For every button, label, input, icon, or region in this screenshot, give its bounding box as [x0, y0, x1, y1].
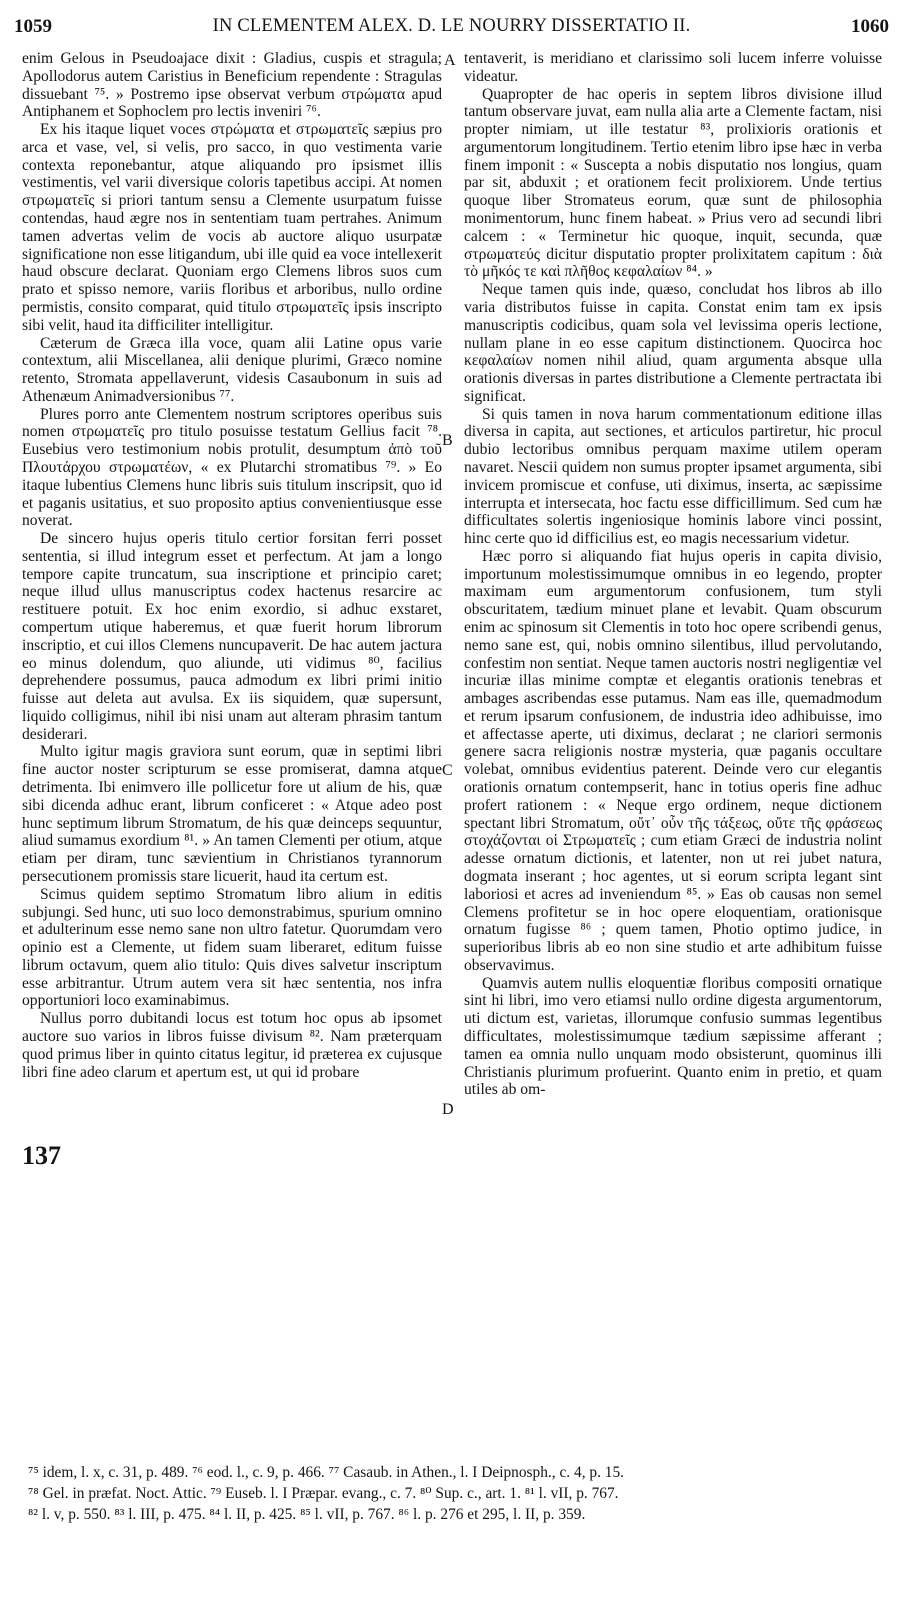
- paragraph: Hæc porro si aliquando fiat hujus operis in capita divisio, importunum molestissimumque omnibus in eo legendo, propter maximam eum argumentorum confusionem, tum styli obscuritatem, tædium minuet plane et levabit. Quam obscurum enim ac spinosum sit Clementis in toto hoc opere scribendi genus, nemo sane est, qui, nobis omnino silentibus, illud pervolutando, confestim non sentiat. Neque tamen auctoris nostri negligentiæ vel incuriæ illas minime comptæ et elegantis orationis tenebras et ambages ascribendas esse putamus. Nam eas ille, quemadmodum et rerum ipsarum confusionem, de industria ideo adhibuisse, imo et affectasse aperte, uti diximus, declarat ; ne clariori sermonis genere sacra religionis nostræ mysteria, quæ paganis occultare volebat, omnibus evidentius paterent. Deinde vero cur elegantis orationis ornatum contempserit, hanc in totius operis fine adhuc profert rationem : « Neque ergo ordinem, neque dictionem spectant libri Stromatum, οὔτ᾽ οὖν τῆς τάξεως, οὔτε τῆς φράσεως στοχάζονται οἱ Στρωματεῖς ; cum etiam Græci de industria nolint adesse ornatum dictionis, et latenter, non ut rei jubet natura, dogmata inserant ; hoc agentes, ut si eorum scripta legant sint laboriosi et acres ad inveniendum ⁸⁵. » Eas ob causas non semel Clemens profitetur se in hoc opere eloquentiam, orationisque ornatum fugisse ⁸⁶ ; quem tamen, Photio optimo judice, in superioribus libris ab eo non sine studio et arte adhibitum fuisse observavimus.: [464, 547, 882, 974]
- footnote-line: ⁸² l. v, p. 550. ⁸³ l. III, p. 475. ⁸⁴ l. II, p. 425. ⁸⁵ l. vII, p. 767. ⁸⁶ l. p. 276 et 295, l. II, p. 359.: [28, 1506, 586, 1523]
- footnote-line: ⁷⁸ Gel. in præfat. Noct. Attic. ⁷⁹ Euseb. l. I Præpar. evang., c. 7. ⁸⁰ Sup. c., art. 1. ⁸¹ l. vII, p. 767.: [28, 1485, 619, 1502]
- page-number-left: 1059: [14, 16, 52, 37]
- paragraph: enim Gelous in Pseudoajace dixit : Gladius, cuspis et stragula; Apollodorus autem Caristius in Beneficium rependente : Stragulas dissuebant ⁷⁵. » Postremo ipse observat verbum στρώματα apud Antiphanem et Sophoclem pro lectis inveniri ⁷⁶.: [22, 50, 442, 121]
- left-column: [22, 50, 442, 1081]
- footnote-line: ⁷⁵ idem, l. x, c. 31, p. 489. ⁷⁶ eod. l., c. 9, p. 466. ⁷⁷ Casaub. in Athen., l. I Deipnosph., c. 4, p. 15.: [28, 1464, 625, 1481]
- paragraph: tentaverit, is meridiano et clarissimo soli lucem inferre voluisse videatur.: [464, 50, 882, 85]
- margin-letter-b: B: [442, 432, 453, 449]
- page-header: [14, 16, 889, 50]
- paragraph: Cæterum de Græca illa voce, quam alii Latine opus varie contextum, alii Miscellanea, alii denique plurimi, Græco nomine retento, Stromata appellaverunt, videsis Casaubonum in suis ad Athenæum Animadversionibus ⁷⁷.: [22, 334, 442, 405]
- margin-letter-a: A: [444, 52, 456, 69]
- margin-letter-c: C: [442, 762, 453, 779]
- side-number: 137: [22, 1141, 61, 1170]
- paragraph: Quapropter de hac operis in septem libros divisione illud tantum observare juvat, eam nulla alia arte a Clemente factam, nisi propter nimiam, ut ille testatur ⁸³, prolixioris orationis et argumentorum longitudinem. Tertio etenim libro ipse hæc in verba finem imponit : « Suscepta a nobis disputatio nos longius, quam par sit, abduxit ; et orationem fecit prolixiorem. Unde tertius quoque liber Stromateus eorum, quæ sunt de philosophia monimentorum, hunc finem habeat. » Prius vero ad secundi libri calcem : « Terminetur hic quoque, inquit, secunda, quæ στρωματεύς dicitur disputatio propter prolixitatem capitum : διὰ τὸ μῆκός τε καὶ πλῆθος κεφαλαίων ⁸⁴. »: [464, 85, 882, 281]
- paragraph: Plures porro ante Clementem nostrum scriptores operibus suis nomen στρωματεῖς pro titulo posuisse testatum Gellius facit ⁷⁸. Eusebius vero testimonium nobis protulit, desumptum ἀπὸ τοῦ Πλουτάρχου στρωματέων, « ex Plutarchi stromatibus ⁷⁹. » Eo itaque lubentius Clemens hunc libris suis titulum inscripsit, quo id et paganis usitatius, et suo proposito aptius convenientiusque esse noverat.: [22, 405, 442, 530]
- margin-letter-d: D: [442, 1101, 454, 1118]
- paragraph: Neque tamen quis inde, quæso, concludat hos libros ab illo varia distributos fuisse in capita. Constat enim tam ex ipsis manuscriptis codicibus, quam sola vel levissima operis lectione, nullam plane in eo esse capitum distinctionem. Quocirca hoc κεφαλαίων nomen nihil aliud, quam argumenta absque ulla orationis diversas in partes distributione a Clemente pertractata ibi significat.: [464, 281, 882, 405]
- paragraph: Nullus porro dubitandi locus est totum hoc opus ab ipsomet auctore suo varios in libros fuisse divisum ⁸². Nam præterquam quod primus liber in quinto citatus legitur, id præterea ex cujusque libri fine adeo clarum et apertum est, ut qui id probare: [22, 1010, 442, 1081]
- paragraph: Quamvis autem nullis eloquentiæ floribus compositi ornatique sint hi libri, imo vero etiamsi nullo ordine digesta argumentorum, uti dictum est, varietas, illorumque confusio summas legentibus difficultates, molestissimumque tædium sæpissime afferant ; tamen ea omnia nullo unquam modo obsisterunt, quominus illi Christianis plurimum profuerint. Quanto enim in pretio, et quam utiles ab om-: [464, 974, 882, 1099]
- page-number-right: 1060: [851, 16, 889, 37]
- paragraph: Scimus quidem septimo Stromatum libro alium in editis subjungi. Sed hunc, uti suo loco demonstrabimus, spurium omnino et adulterinum esse nemo sane non ultro fatetur. Quorumdam vero opinio est a Clemente, ut fidem suam liberaret, editum fuisse librum octavum, quem alio titulo: Quis dives salvetur inscriptum esse arbitrantur. Utrum autem vera sit hæc sententia, nos infra opportuniori loco examinabimus.: [22, 885, 442, 1010]
- paragraph: Multo igitur magis graviora sunt eorum, quæ in septimi libri fine auctor noster scripturum se esse promiserat, damna atque detrimenta. Ibi enimvero ille pollicetur fore ut alium de his, quæ sibi dicenda adhuc erant, librum conficeret : « Atque adeo post hunc septimum librum Stromatum, de his quæ deinceps sequuntur, aliud sumamus exordium ⁸¹. » An tamen Clementi per otium, atque etiam per diram, tunc sævientium in Christianos tyrannorum persecutionem promissis stare licuerit, haud ita certum est.: [22, 743, 442, 885]
- paragraph: De sincero hujus operis titulo certior forsitan ferri posset sententia, si illud integrum esset et perfectum. At jam a longo tempore capite truncatum, sua inscriptione et principio caret; neque illud ullus manuscriptus codex hactenus resarcire ac restituere potuit. Ex hoc enim exordio, si adhuc exstaret, compertum utique haberemus, et quæ fuerit horum librorum inscriptio, et cui illos Clemens nuncupaverit. De hac autem jactura eo minus dolendum, quo aliunde, uti vidimus ⁸⁰, facilius deprehendere possumus, pauca admodum ex libri primi initio fuisse aut deleta aut avulsa. Ex iis siquidem, quæ supersunt, liquido colligimus, nihil ibi nisi unam aut alteram phrasim tantum desiderari.: [22, 530, 442, 743]
- paragraph: Si quis tamen in nova harum commentationum editione illas diversa in capita, aut sectiones, et articulos partiretur, hic procul dubio lectoribus omnibus perquam maxime utilem operam navaret. Nescii quidem non sumus propter ipsamet argumenta, sibi invicem promiscue et confuse, uti diximus, inserta, ac sæpissime interrupta et intersecata, hoc factu esse difficillimum. Sed cum hæ difficultates solertis ingeniosique hominis labore vinci possint, hinc certe quo id difficilius est, eo magis necessarium videtur.: [464, 405, 882, 548]
- footnotes: [28, 1462, 888, 1525]
- paragraph: Ex his itaque liquet voces στρώματα et στρωματεῖς sæpius pro arca et vase, vel, si velis, pro sacco, in quo vestimenta varie contexta reponebantur, atque aliquando pro ipsismet illis vestimentis, vel varii diversique coloris tapetibus accipi. At nomen στρωματεῖς si priori tantum sensu a Clemente usurpatum fuisse contendas, haud ægre nos in sententiam tuam pertrahes. Animum tamen advertas velim de vocis ab auctore aliquo usurpatæ significatione non esse litigandum, ubi ille quid ea voce intellexerit haud obscure declarat. Quoniam ergo Clemens libros suos cum prato et spisso nemore, variis floribus et arboribus, nullo ordine permistis, consito comparat, quid titulo στρωματεῖς ipsis inscripto sibi velit, haud ita difficiliter intelligitur.: [22, 121, 442, 334]
- running-title: IN CLEMENTEM ALEX. D. LE NOURRY DISSERTATIO II.: [212, 16, 691, 36]
- right-column: [464, 50, 882, 1099]
